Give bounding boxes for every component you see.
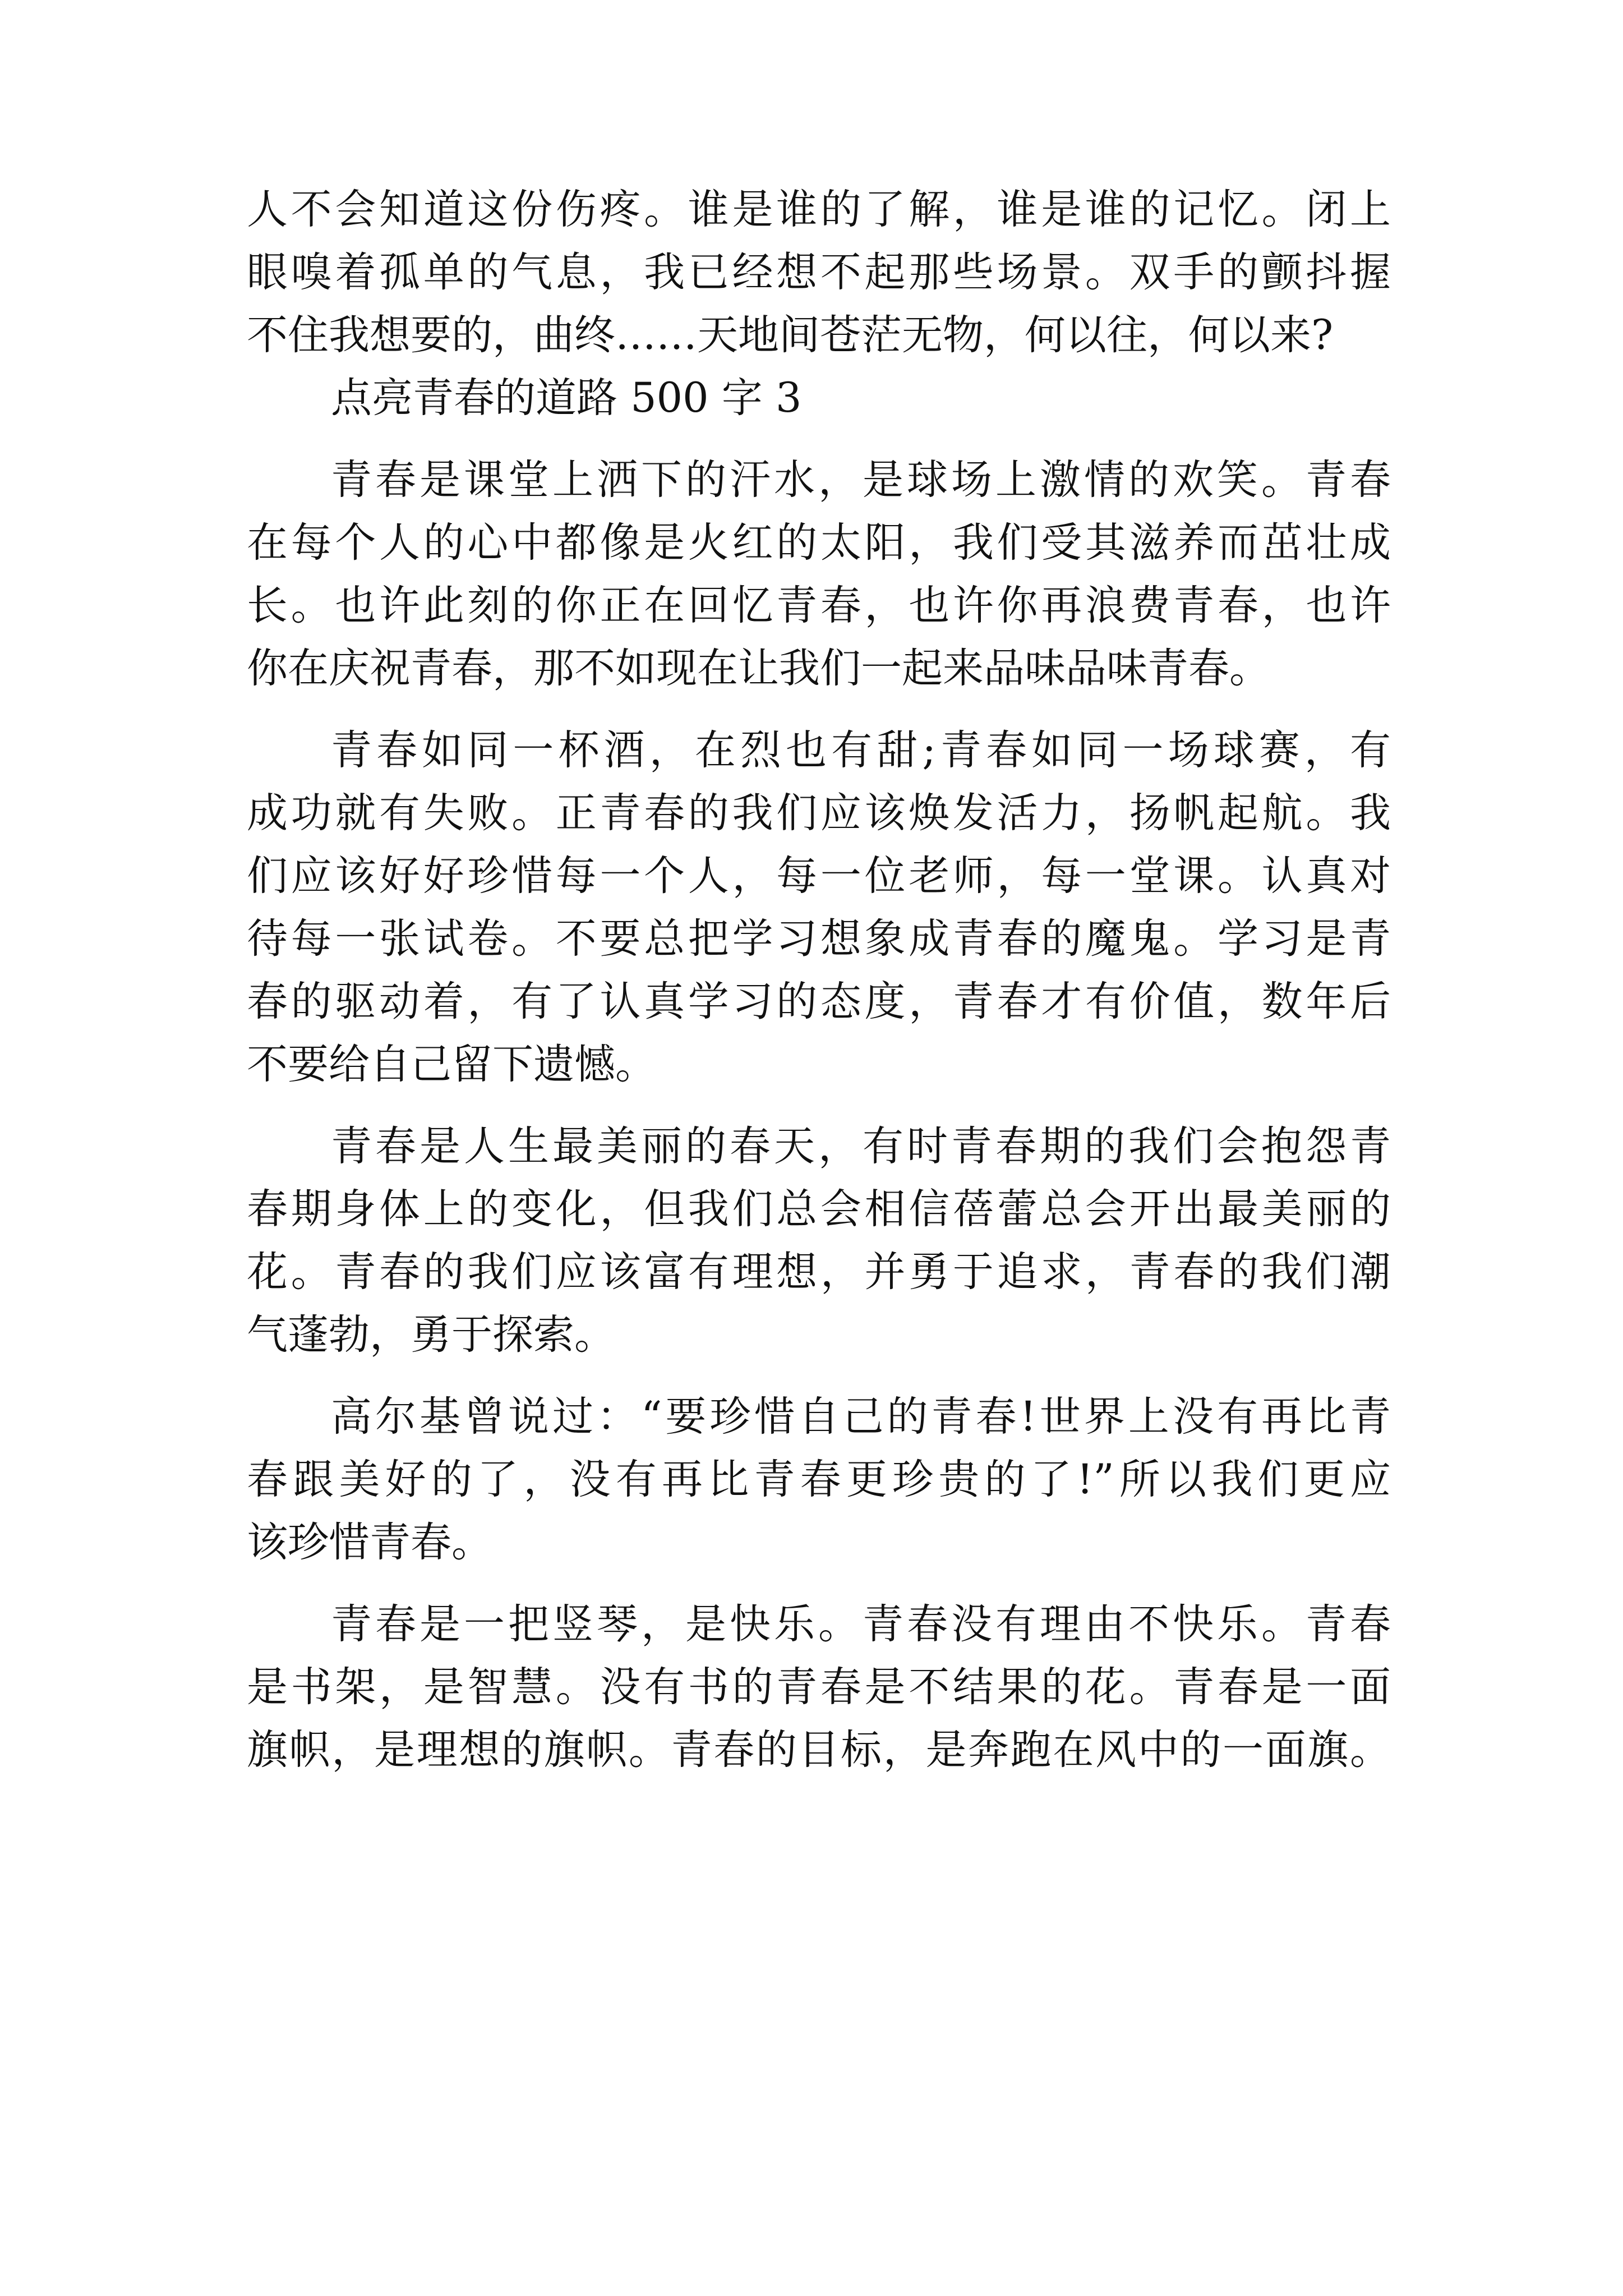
text-line: 春期身体上的变化，但我们总会相信蓓蕾总会开出最美丽的 [247,1185,1391,1233]
text-line: 青春如同一杯酒，在烈也有甜;青春如同一场球赛，有 [331,726,1391,774]
paragraph [247,1593,1391,1782]
text-line: 长。也许此刻的你正在回忆青春，也许你再浪费青春，也许 [247,582,1391,629]
text-line: 不要给自己留下遗憾。 [247,1041,656,1088]
text-line: 在每个人的心中都像是火红的太阳，我们受其滋养而茁壮成 [247,519,1391,567]
section-heading: 点亮青春的道路 500 字 3 [331,374,802,422]
text-line: 青春是人生最美丽的春天，有时青春期的我们会抱怨青 [331,1122,1391,1170]
document-body [247,178,1391,1782]
text-line: 气蓬勃，勇于探索。 [247,1311,615,1359]
text-line: 成功就有失败。正青春的我们应该焕发活力，扬帆起航。我 [247,789,1391,837]
text-line: 你在庆祝青春，那不如现在让我们一起来品味品味青春。 [247,645,1270,692]
paragraph-spacer [247,430,1391,449]
text-line: 青春是一把竖琴，是快乐。青春没有理由不快乐。青春 [331,1600,1391,1648]
paragraph-spacer [247,1096,1391,1115]
paragraph [247,1386,1391,1574]
text-line: 人不会知道这份伤疼。谁是谁的了解，谁是谁的记忆。闭上 [247,186,1391,233]
text-line: 不住我想要的，曲终……天地间苍茫无物，何以往，何以来? [247,311,1334,359]
paragraph [247,1115,1391,1366]
paragraph-spacer [247,1574,1391,1593]
paragraph-spacer [247,1366,1391,1386]
text-line: 旗帜，是理想的旗帜。青春的目标，是奔跑在风中的一面旗。 [247,1726,1391,1774]
text-line: 待每一张试卷。不要总把学习想象成青春的魔鬼。学习是青 [247,915,1391,963]
paragraph [247,719,1391,1096]
text-line: 花。青春的我们应该富有理想，并勇于追求，青春的我们潮 [247,1248,1391,1296]
text-line: 眼嗅着孤单的气息，我已经想不起那些场景。双手的颤抖握 [247,249,1391,296]
paragraph [247,449,1391,700]
paragraph-spacer [247,700,1391,719]
text-line: 青春是课堂上洒下的汗水，是球场上激情的欢笑。青春 [331,456,1391,504]
text-line: 春的驱动着，有了认真学习的态度，青春才有价值，数年后 [247,978,1391,1025]
text-line: 该珍惜青春。 [247,1519,492,1566]
continuation-paragraph [247,178,1391,367]
text-line: 高尔基曾说过：“要珍惜自己的青春!世界上没有再比青 [331,1393,1391,1441]
text-line: 是书架，是智慧。没有书的青春是不结果的花。青春是一面 [247,1663,1391,1711]
text-line: 春跟美好的了，没有再比青春更珍贵的了!”所以我们更应 [247,1456,1391,1503]
text-line: 们应该好好珍惜每一个人，每一位老师，每一堂课。认真对 [247,852,1391,900]
